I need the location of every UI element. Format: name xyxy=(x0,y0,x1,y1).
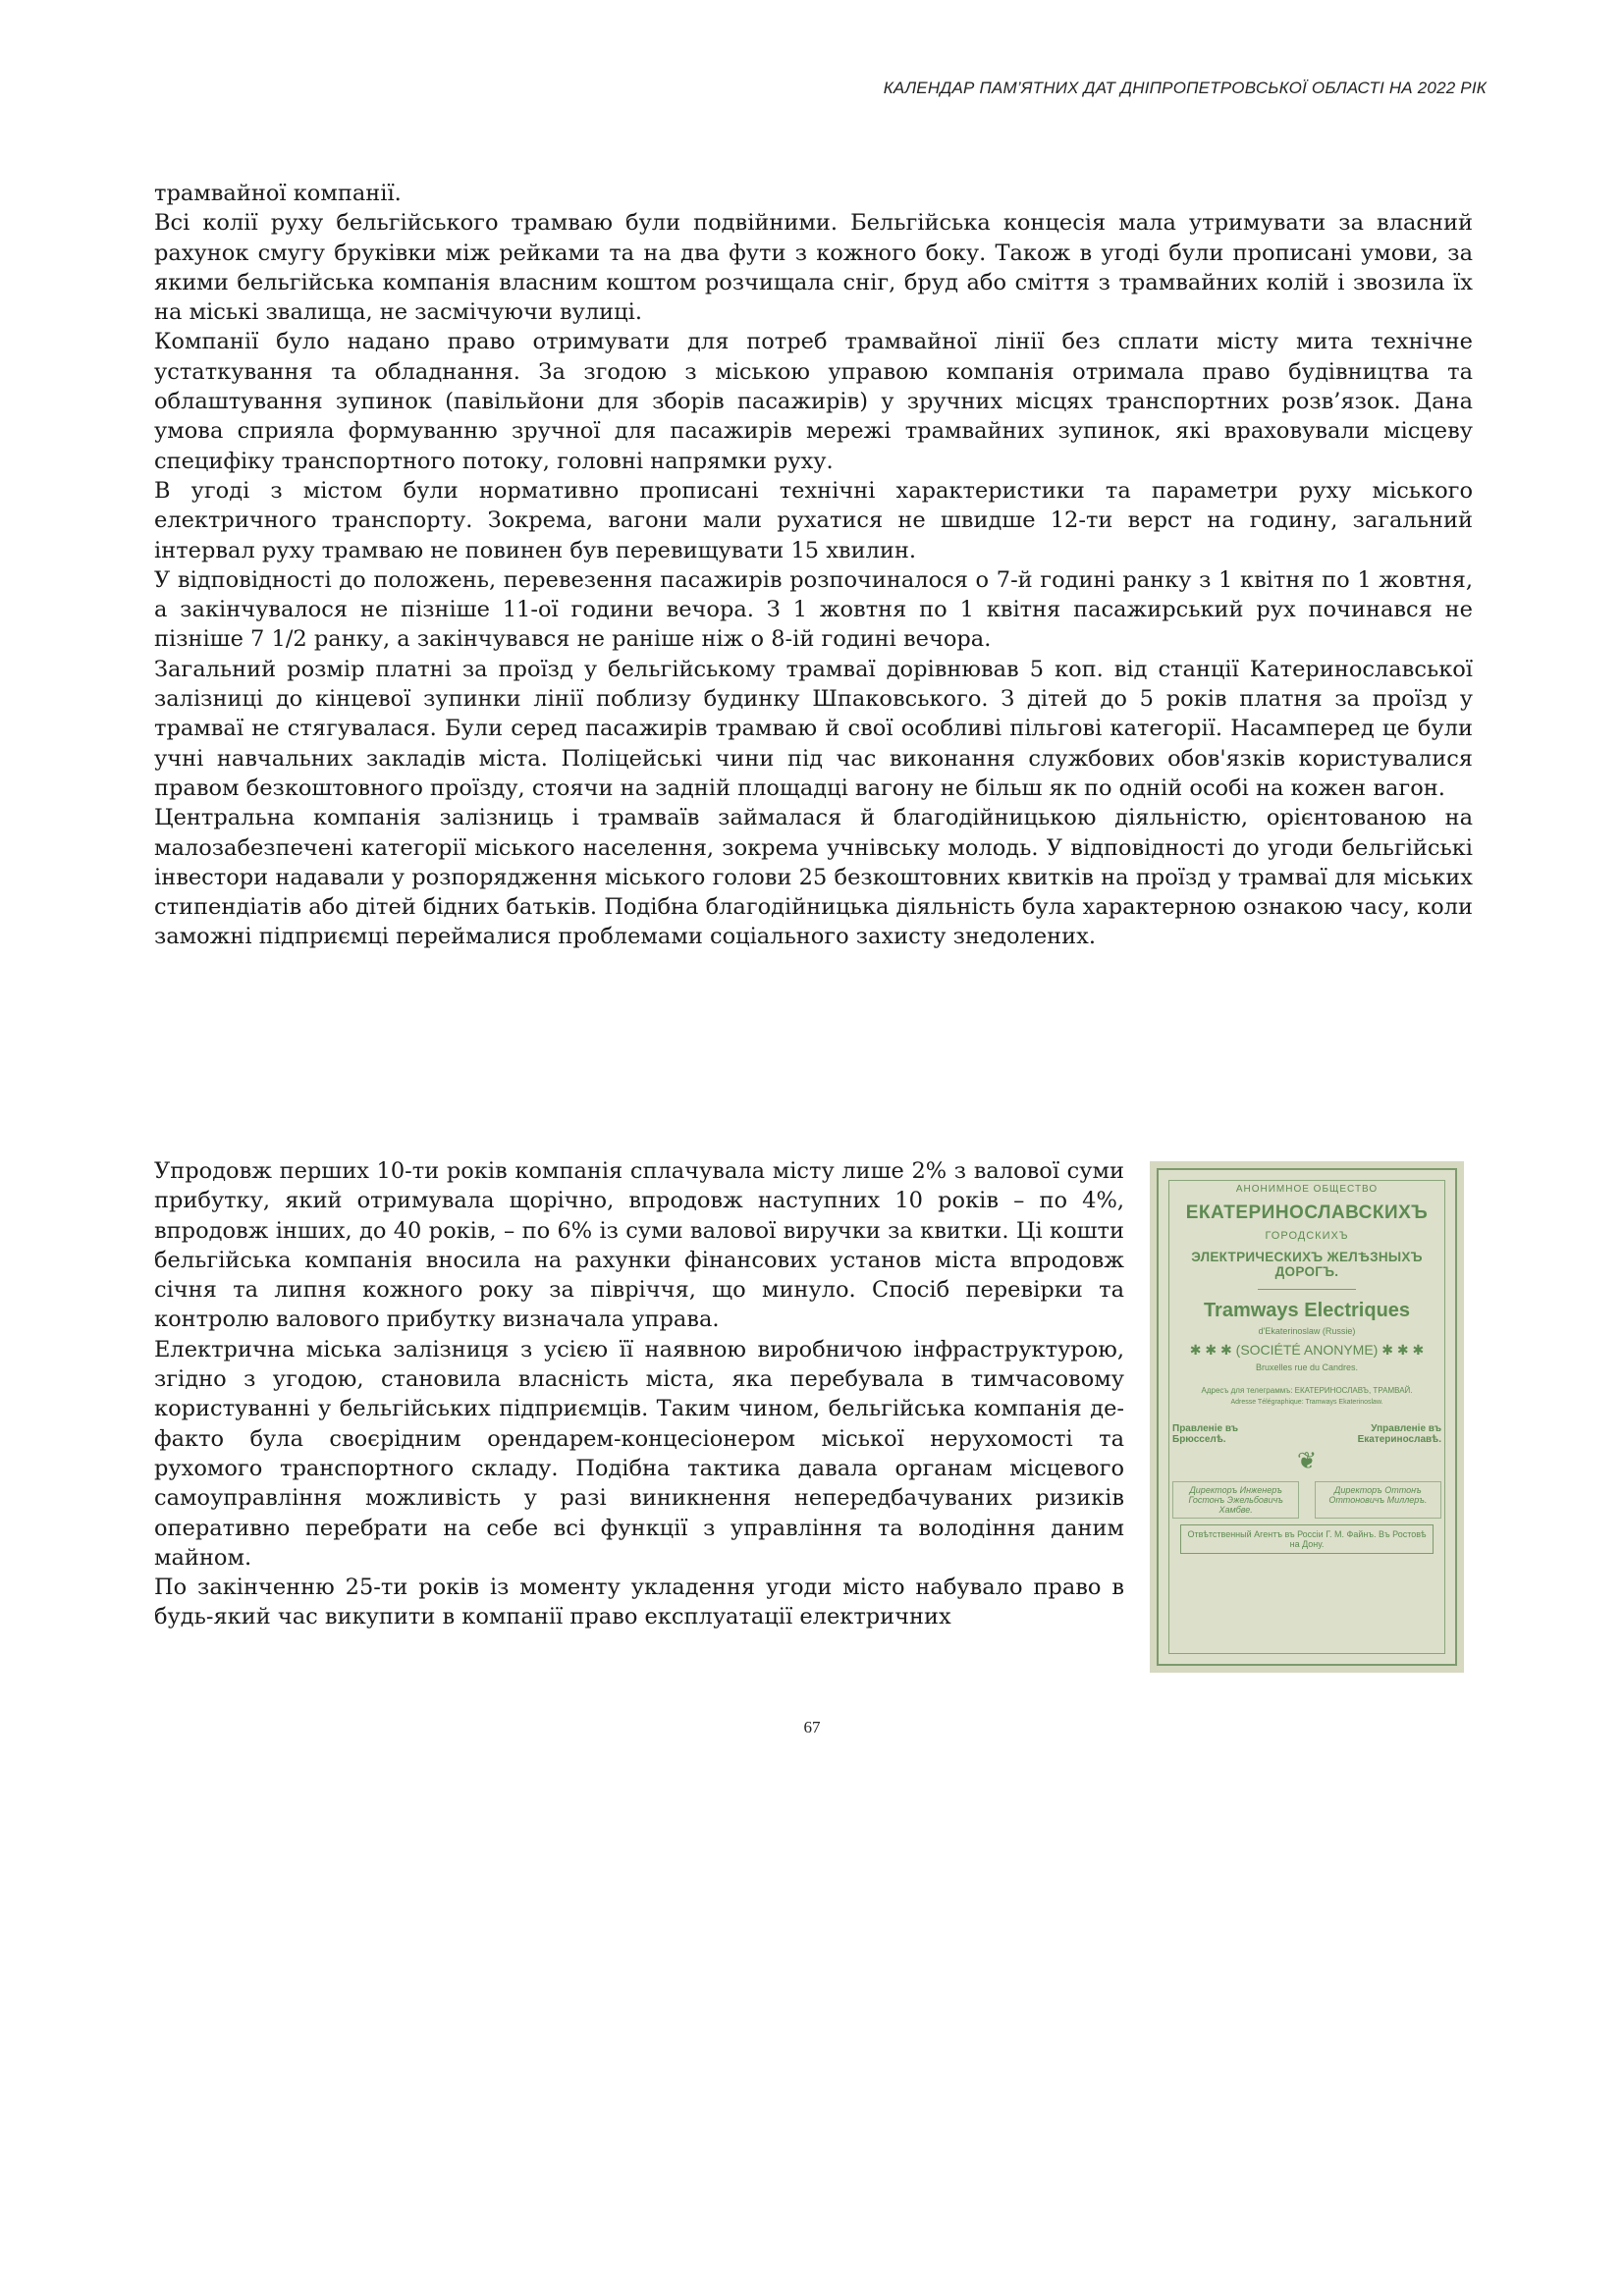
paragraph: трамвайної компанії. xyxy=(154,181,402,206)
cover-text: Директоръ Инженеръ Гостонъ Эжельбовичъ Хамбве. xyxy=(1172,1481,1299,1519)
paragraph: Центральна компанія залізниць і трамваїв займалася й благодійницькою діяльністю, орієнтованою на малозабезпечені категорії міського населення, зокрема учнівську молодь. У відповідності до угоди бельгійські інвестори надавали у розпорядження міського голови 25 безкоштовних квитків на проїзд у трамваї для міських стипендіатів або дітей бідних батьків. Подібна благодійницька діяльність була характерною ознакою часу, коли заможні підприємці переймалися проблемами соціального захисту знедолених. xyxy=(154,805,1473,950)
cover-text: Tramways Electriques xyxy=(1203,1300,1411,1321)
ornament-icon: ❦ xyxy=(1296,1448,1318,1474)
tramway-company-document-image xyxy=(1150,1161,1464,1673)
cover-text: АНОНИМНОЕ ОБЩЕСТВО xyxy=(1235,1184,1379,1195)
wrapped-text xyxy=(154,1156,1124,1632)
main-text xyxy=(154,179,1473,952)
cover-text: Отвѣтственный Агентъ въ Россіи Г. М. Файнъ. Въ Ростовѣ на Дону. xyxy=(1180,1524,1434,1554)
paragraph: Загальний розмір платні за проїзд у бельгійському трамваї дорівнював 5 коп. від станції Катеринославської залізниці до кінцевої зупинки лінії поблизу будинку Шпаковського. З дітей до 5 років платня за проїзд у трамваї не стягувалася. Були серед пасажирів трамваю й свої особливі пільгові категорії. Насамперед це були учні навчальних закладів міста. Поліцейські чини під час виконання службових обов'язків користувалися правом безкоштовного проїзду, стоячи на задній площадці вагону не більш як по одній особі на кожен вагон. xyxy=(154,656,1473,801)
cover-text: Adresse Télégraphique: Tramways Ekaterinoslaw. xyxy=(1230,1399,1383,1406)
running-header: КАЛЕНДАР ПАМ’ЯТНИХ ДАТ ДНІПРОПЕТРОВСЬКОЇ ОБЛАСТІ НА 2022 РІК xyxy=(883,79,1487,97)
paragraph: Всі колії руху бельгійського трамваю були подвійними. Бельгійська концесія мала утримувати за власний рахунок смугу бруківки між рейками та на два фути з кожного боку. Також в угоді були прописані умови, за якими бельгійська компанія власним коштом розчищала сніг, бруд або сміття з трамвайних колій і звозила їх на міські звалища, не засмічуючи вулиці. xyxy=(154,210,1473,326)
cover-text: ГОРОДСКИХЪ xyxy=(1265,1230,1349,1242)
cover-text: Правленіе въ Брюсселѣ. xyxy=(1172,1423,1239,1445)
page-number: 67 xyxy=(803,1718,821,1736)
document-cover xyxy=(1157,1168,1457,1666)
paragraph: Компанії було надано право отримувати для потреб трамвайної лінії без сплати місту мита технічне устаткування та обладнання. За згодою з міською управою компанія отримала право будівництва та облаштування зупинок (павільйони для зборів пасажирів) у зручних місцях транспортних розв’язок. Дана умова сприяла формуванню зручної для пасажирів мережі трамвайних зупинок, які враховували місцеву специфіку транспортного потоку, головні напрямки руху. xyxy=(154,329,1473,474)
cover-text: Bruxelles rue du Candres. xyxy=(1255,1362,1359,1372)
cover-text: Адресъ для телеграммъ: ЕКАТЕРИНОСЛАВЪ, ТРАМВАЙ. xyxy=(1201,1386,1413,1395)
paragraph: По закінченню 25-ти років із моменту укладення угоди місто набувало право в будь-який час викупити в компанії право експлуатації електричних xyxy=(154,1575,1124,1630)
cover-text: Управленіе въ Екатеринославѣ. xyxy=(1357,1423,1441,1445)
paragraph: Упродовж перших 10-ти років компанія сплачувала місту лише 2% з валової суми прибутку, який отримувала щорічно, впродовж наступних 10 років – по 4%, впродовж інших, до 40 років, – по 6% із суми валової виручки за квитки. Ці кошти бельгійська компанія вносила на рахунки фінансових установ міста впродовж січня та липня кожного року за півріччя, що минуло. Спосіб перевірки та контролю валового прибутку визначала управа. xyxy=(154,1158,1124,1333)
paragraph: Електрична міська залізниця з усією її наявною виробничою інфраструктурою, згідно з угодою, становила власність міста, яка перебувала в тимчасовому користуванні у бельгійських підприємців. Таким чином, бельгійська компанія де-факто була своєрідним орендарем-концесіонером міської нерухомості та рухомого транспортного складу. Подібна тактика давала органам місцевого самоуправління можливість у разі виникнення непередбачуваних ризиків оперативно перебрати на себе всі функції з управління та володіння даним майном. xyxy=(154,1336,1124,1571)
cover-text: d'Ekaterinoslaw (Russie) xyxy=(1258,1326,1356,1336)
cover-frame xyxy=(1168,1180,1445,1654)
paragraph: В угоді з містом були нормативно прописані технічні характеристики та параметри руху міського електричного транспорту. Зокрема, вагони мали рухатися не швидше 12-ти верст на годину, загальний інтервал руху трамваю не повинен був перевищувати 15 хвилин. xyxy=(154,477,1473,563)
cover-title: ЕКАТЕРИНОСЛАВСКИХЪ xyxy=(1185,1202,1429,1223)
cover-text: ЭЛЕКТРИЧЕСКИХЪ ЖЕЛѢЗНЫХЪ ДОРОГЪ. xyxy=(1191,1250,1423,1279)
cover-text: Директоръ Оттонъ Оттоновичъ Миллеръ. xyxy=(1315,1481,1441,1519)
paragraph: У відповідності до положень, перевезення пасажирів розпочиналося о 7-й годині ранку з 1 квітня по 1 жовтня, а закінчувалося не пізніше 11-ої години вечора. З 1 жовтня по 1 квітня пасажирський рух починався не пізніше 7 1/2 ранку, а закінчувався не раніше ніж о 8-ій годині вечора. xyxy=(154,566,1473,653)
cover-text: ✱ ✱ ✱ (SOCIÉTÉ ANONYME) ✱ ✱ ✱ xyxy=(1189,1342,1425,1358)
